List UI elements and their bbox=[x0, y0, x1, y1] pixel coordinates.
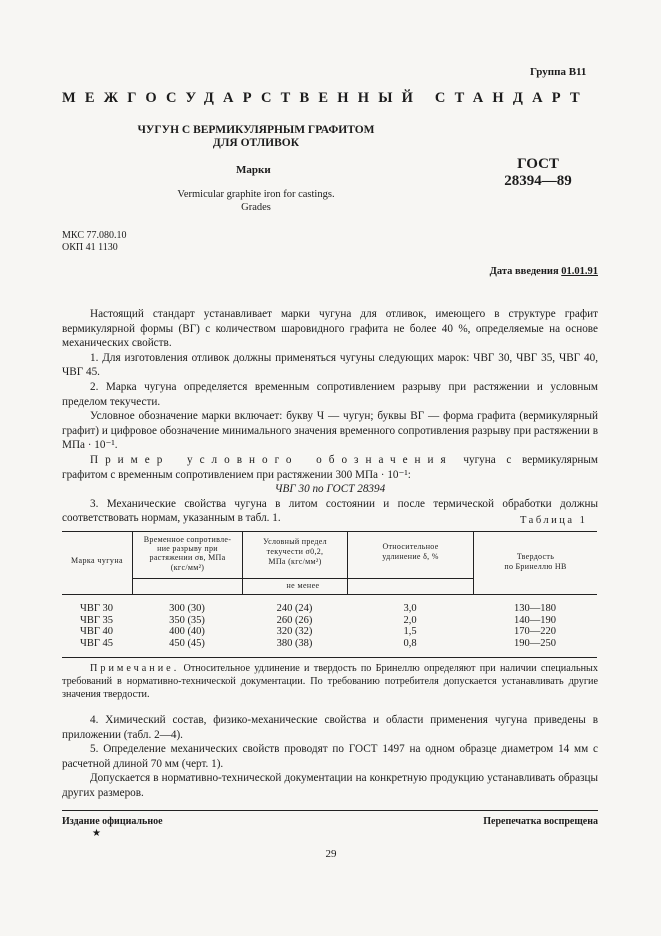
cell-elongation: 0,8 bbox=[403, 637, 417, 649]
header-elongation-1: Относительное bbox=[382, 542, 439, 551]
paragraph-5: 5. Определение механических свойств проводят по ГОСТ 1497 на одном образце диаметром 14 мм с расчетной длиной 70 мм (черт. 1). bbox=[62, 743, 598, 770]
paragraph-intro: Настоящий стандарт устанавливает марки чугуна для отливок, имеющего в структуре графит вермикулярной формы (ВГ) с количеством шаровидного графита не более 40 %, определяемые на основе механических свойств. bbox=[62, 308, 598, 350]
table-row bbox=[62, 615, 597, 627]
document-title bbox=[128, 124, 384, 150]
table-header-rule bbox=[62, 594, 597, 595]
paragraph-6: Допускается в нормативно-технической документации на конкретную продукцию устанавливать образцы других размеров. bbox=[62, 772, 598, 799]
cell-grade: ЧВГ 35 bbox=[80, 614, 114, 626]
cell-elongation: 1,5 bbox=[403, 626, 417, 637]
gost-label: ГОСТ bbox=[517, 156, 559, 172]
cell-grade: ЧВГ 45 bbox=[80, 637, 114, 649]
table-rows bbox=[62, 603, 597, 649]
table-body bbox=[62, 603, 597, 657]
main-text bbox=[62, 307, 598, 526]
paragraph-2: 2. Марка чугуна определяется временным сопротивлением разрыву при растяжении и условным пределом текучести. bbox=[62, 380, 598, 408]
paragraph-example bbox=[62, 453, 598, 482]
english-title bbox=[150, 188, 362, 214]
subtitle: Марки bbox=[236, 164, 271, 176]
header-min-note: не менее bbox=[286, 581, 320, 590]
english-title-line-1: Vermicular graphite iron for castings. bbox=[177, 189, 335, 200]
paragraph-1: 1. Для изготовления отливок должны применяться чугуны следующих марок: ЧВГ 30, ЧВГ 35, ЧВГ 40, ЧВГ 45. bbox=[62, 351, 598, 379]
cell-hardness: 170—220 bbox=[514, 626, 556, 637]
table-header bbox=[62, 532, 597, 594]
gost-designation bbox=[498, 156, 578, 190]
example-rest: чугуна с вермикулярным графитом с временным сопротивлением при растяжении 300 МПа · 10⁻¹: bbox=[62, 453, 598, 481]
cell-hardness: 190—250 bbox=[514, 637, 556, 649]
cell-yield: 240 (24) bbox=[276, 603, 313, 614]
example-designation: ЧВГ 30 по ГОСТ 28394 bbox=[274, 483, 386, 496]
header-tensile-4: (кгс/мм²) bbox=[170, 562, 205, 572]
star-icon: ★ bbox=[92, 828, 101, 839]
paragraph-designation: Условное обозначение марки включает: букву Ч — чугун; буквы ВГ — форма графита (вермикулярный графит) и цифровое обозначение минимального значения временного сопротивления разрыву при растяжении в МПа · 10⁻¹. bbox=[62, 410, 598, 452]
cell-hardness: 130—180 bbox=[514, 603, 556, 614]
properties-table bbox=[62, 531, 597, 658]
header-hardness-2: по Бринеллю НВ bbox=[504, 562, 567, 571]
introduction-date bbox=[430, 266, 598, 277]
cell-yield: 380 (38) bbox=[276, 637, 313, 649]
header-yield-2: текучести σ0,2, bbox=[266, 547, 324, 556]
header-elongation-2: удлинение δ, % bbox=[382, 552, 439, 561]
footer-rule bbox=[62, 810, 598, 811]
cell-elongation: 2,0 bbox=[403, 614, 417, 626]
header-yield-3: МПа (кгс/мм²) bbox=[268, 557, 322, 566]
title-line-1: ЧУГУН С ВЕРМИКУЛЯРНЫМ ГРАФИТОМ bbox=[137, 124, 375, 136]
table-min-rule-top bbox=[132, 578, 473, 579]
header-tensile-1: Временное сопротивле- bbox=[143, 535, 232, 544]
english-title-line-2: Grades bbox=[241, 202, 271, 213]
header-tensile-3: растяжении σв, МПа bbox=[149, 553, 226, 563]
header-tensile-2: ние разрыву при bbox=[157, 544, 218, 554]
table-row bbox=[62, 626, 597, 638]
header-yield-1: Условный предел bbox=[263, 537, 327, 546]
table-row bbox=[62, 603, 597, 615]
official-edition: Издание официальное bbox=[62, 816, 163, 827]
header-elongation bbox=[348, 542, 473, 562]
gost-number: 28394—89 bbox=[504, 173, 572, 189]
table-caption: Таблица 1 bbox=[520, 515, 588, 526]
cell-grade: ЧВГ 30 bbox=[80, 603, 114, 614]
header-yield bbox=[243, 537, 347, 567]
cell-yield: 260 (26) bbox=[276, 614, 313, 626]
header-tensile bbox=[133, 535, 242, 572]
cell-grade: ЧВГ 40 bbox=[80, 626, 114, 637]
page-number: 29 bbox=[325, 848, 337, 860]
header-hardness bbox=[474, 552, 597, 572]
example-lead: Пример условного обозначения bbox=[90, 453, 453, 466]
reprint-prohibited: Перепечатка воспрещена bbox=[483, 816, 598, 827]
table-row bbox=[62, 638, 597, 650]
header-hardness-1: Твердость bbox=[516, 552, 555, 561]
title-line-2: ДЛЯ ОТЛИВОК bbox=[212, 137, 300, 149]
cell-tensile: 300 (30) bbox=[169, 603, 205, 614]
table-note bbox=[62, 662, 598, 702]
header-grade: Марка чугуна bbox=[71, 556, 123, 565]
mks-code: МКС 77.080.10 bbox=[62, 230, 127, 241]
cell-hardness: 140—190 bbox=[514, 614, 556, 626]
group-code: Группа В11 bbox=[530, 66, 587, 78]
introduction-date-value: 01.01.91 bbox=[561, 266, 598, 277]
okp-code: ОКП 41 1130 bbox=[62, 242, 118, 253]
cell-tensile: 350 (35) bbox=[169, 614, 205, 626]
cell-elongation: 3,0 bbox=[403, 603, 417, 614]
following-text bbox=[62, 713, 598, 801]
cell-tensile: 450 (45) bbox=[169, 637, 205, 649]
introduction-date-label: Дата введения bbox=[489, 266, 559, 277]
table-bottom-rule bbox=[62, 657, 597, 658]
banner-title: МЕЖГОСУДАРСТВЕННЫЙ СТАНДАРТ bbox=[62, 90, 589, 106]
note-text: Относительное удлинение и твердость по Бринеллю определяют при наличии специальных требований в нормативно-технической документации. По требованию потребителя допускается устанавливать другие значения твердости. bbox=[62, 663, 598, 701]
paragraph-4: 4. Химический состав, физико-механические свойства и области применения чугуна приведены в приложении (табл. 2—4). bbox=[62, 714, 598, 741]
cell-yield: 320 (32) bbox=[276, 626, 313, 637]
cell-tensile: 400 (40) bbox=[169, 626, 205, 637]
classification-codes bbox=[62, 230, 126, 254]
note-lead: Примечание. bbox=[90, 663, 180, 674]
paragraph-3: 3. Механические свойства чугуна в литом состоянии и после термической обработки должны соответствовать нормам, указанным в табл. 1. bbox=[62, 497, 598, 525]
